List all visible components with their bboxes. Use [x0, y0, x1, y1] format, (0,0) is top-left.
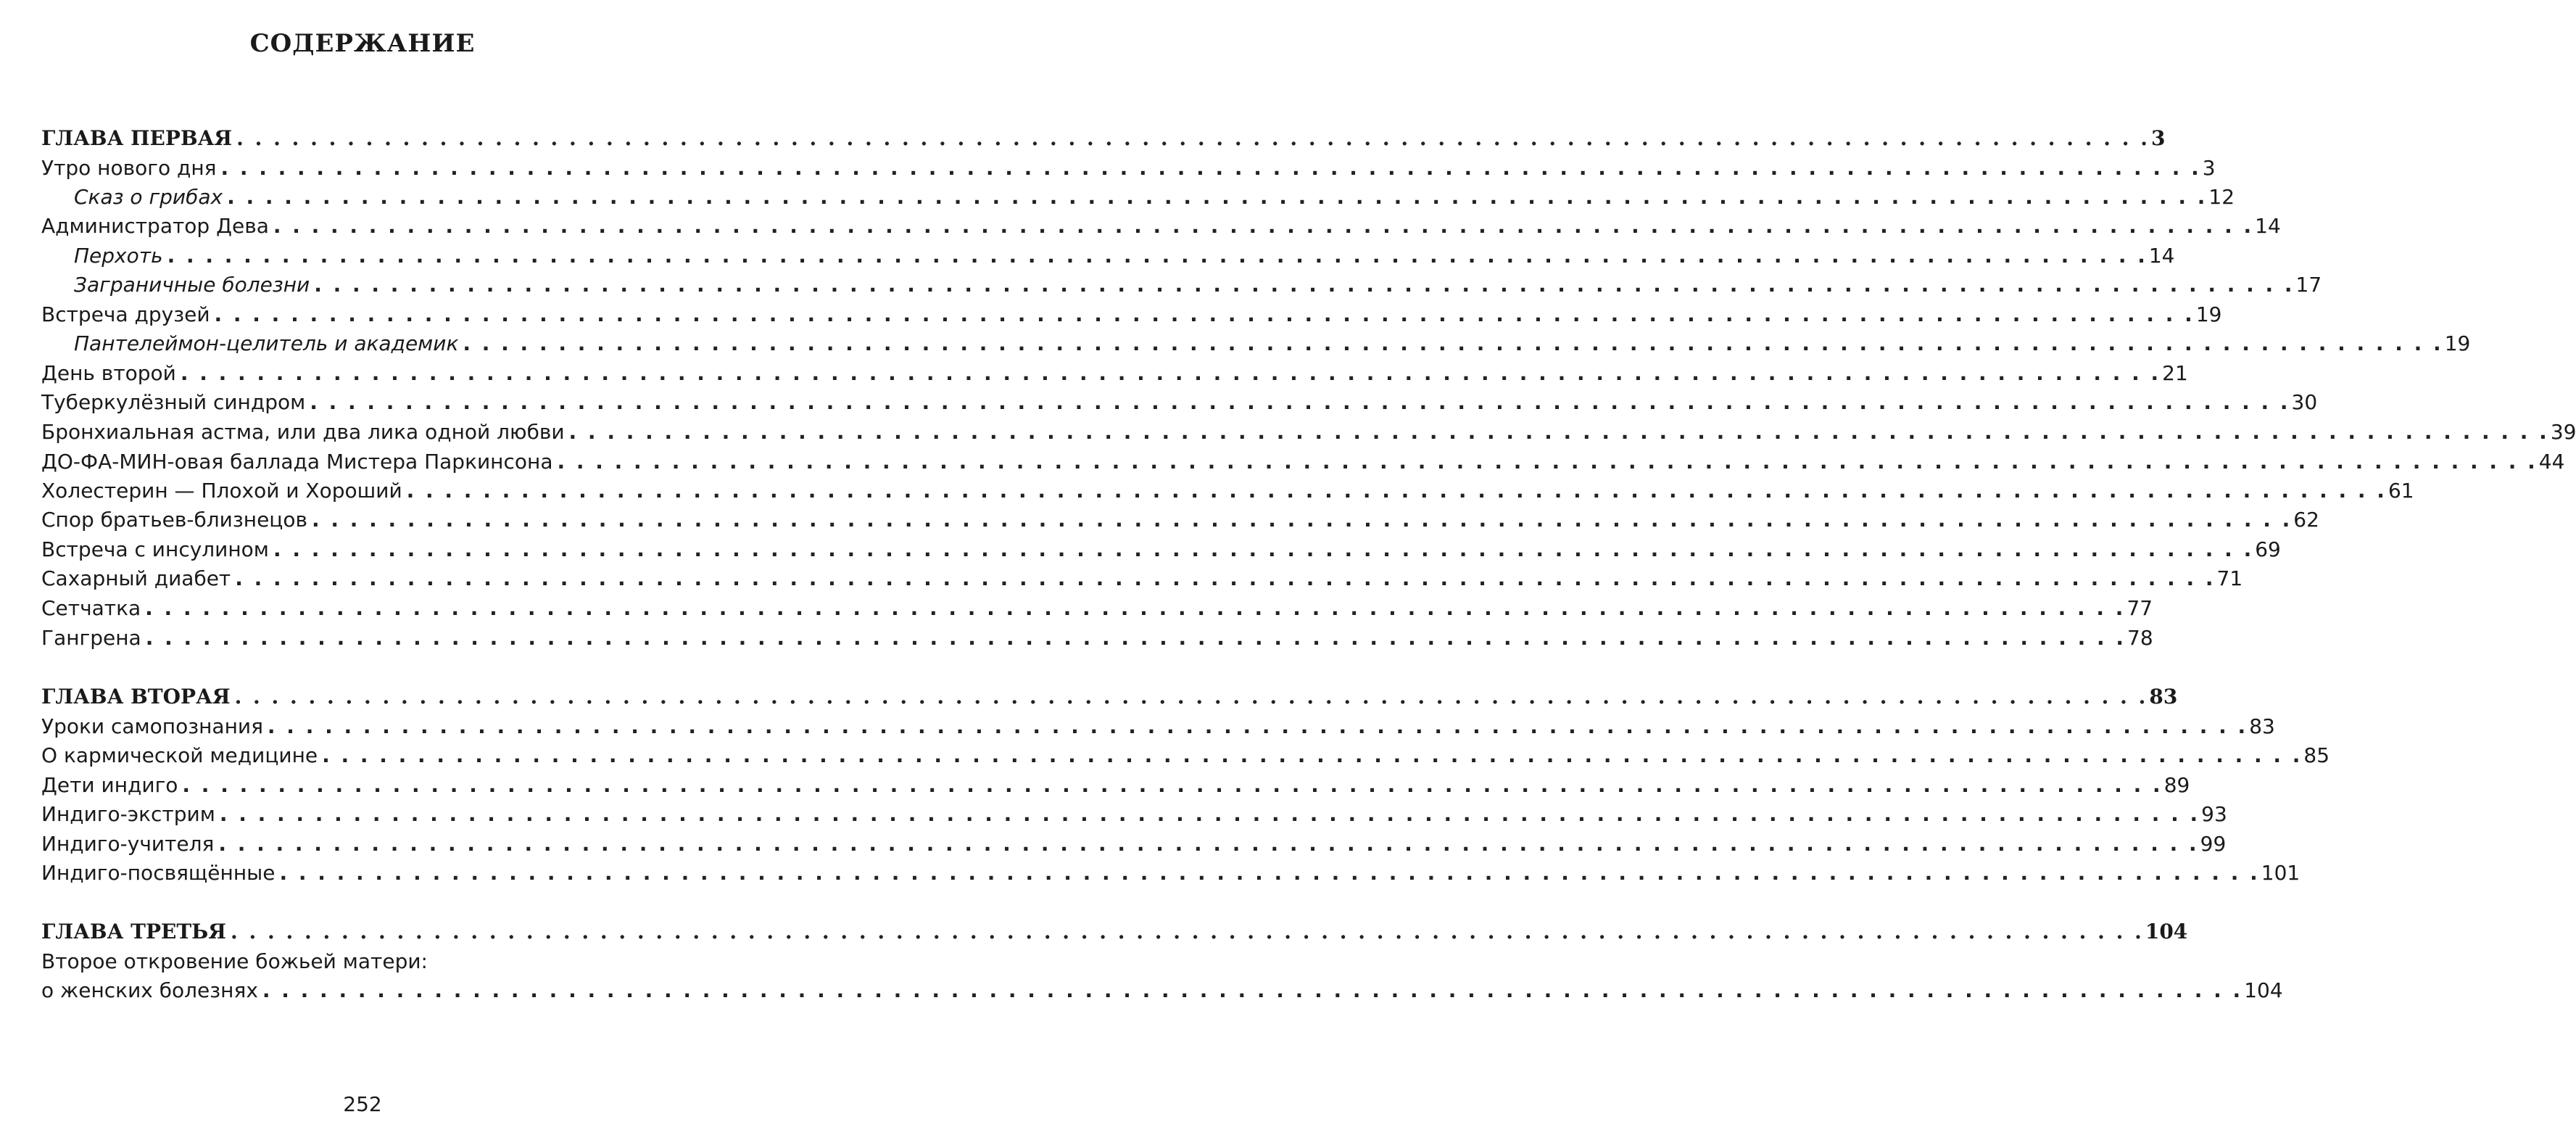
- toc-entry-page: 83: [2149, 685, 2178, 709]
- toc-entry-page: 14: [2148, 244, 2175, 268]
- toc-entry-title: Холестерин — Плохой и Хороший: [41, 479, 402, 503]
- toc-entry-title: Сетчатка: [41, 596, 141, 620]
- toc-entry-page: 104: [2145, 920, 2188, 944]
- toc-entry-title: День второй: [41, 361, 176, 385]
- dot-leader: . . . . . . . . . . . . . . . . . . . . . . . . . . . . . . . . . . . . . . . . . . . . . . . . . . . . . . . . . . . . . . . . . . . . . . . . . . . . . . . . . . . . . . . . . . . . . . . . . . . . . . . .: [220, 156, 2201, 180]
- toc-entry-title: Индиго-посвящённые: [41, 861, 276, 885]
- toc-entry-page: 19: [2195, 302, 2222, 326]
- dot-leader: . . . . . . . . . . . . . . . . . . . . . . . . . . . . . . . . . . . . . . . . . . . . . . . . . . . . . . . . . . . . . . . . . . . . . . . . . . . . . . . . . . . . . . . . . . . . . . . . . . . . . . . .: [322, 743, 2303, 767]
- dot-leader: . . . . . . . . . . . . . . . . . . . . . . . . . . . . . . . . . . . . . . . . . . . . . . . . . . . . . . . . . . . . . . . . . . . . . . . . . . . . . . . . . . . . . . . . . . . . . . . . . . . . . . . .: [406, 479, 2387, 503]
- toc-entry-page: 61: [2387, 479, 2414, 503]
- toc-entry-page: 99: [2200, 832, 2227, 856]
- toc-entry-page: 3: [2202, 156, 2216, 180]
- dot-leader: . . . . . . . . . . . . . . . . . . . . . . . . . . . . . . . . . . . . . . . . . . . . . . . . . . . . . . . . . . . . . . . . . . . . . . . . . . . . . . . . . . . . . . . . . . . . . . . . . . . . . . . .: [273, 214, 2254, 238]
- dot-leader: . . . . . . . . . . . . . . . . . . . . . . . . . . . . . . . . . . . . . . . . . . . . . . . . . . . . . . . . . . . . . . . . . . . . . . . . . . . . . . . . . . . . . . . . . . . . . . . . . . . . . . . .: [234, 685, 2148, 709]
- toc-entry: [41, 210, 2281, 239]
- dot-leader: . . . . . . . . . . . . . . . . . . . . . . . . . . . . . . . . . . . . . . . . . . . . . . . . . . . . . . . . . . . . . . . . . . . . . . . . . . . . . . . . . . . . . . . . . . . . . . . . . . . . . . . .: [311, 508, 2293, 532]
- dot-leader: . . . . . . . . . . . . . . . . . . . . . . . . . . . . . . . . . . . . . . . . . . . . . . . . . . . . . . . . . . . . . . . . . . . . . . . . . . . . . . . . . . . . . . . . . . . . . . . . . . . . . . . .: [235, 566, 2216, 590]
- contents-heading: СОДЕРЖАНИЕ: [249, 29, 476, 58]
- dot-leader: . . . . . . . . . . . . . . . . . . . . . . . . . . . . . . . . . . . . . . . . . . . . . . . . . . . . . . . . . . . . . . . . . . . . . . . . . . . . . . . . . . . . . . . . . . . . . . . . . . . . . . . .: [236, 126, 2150, 150]
- toc-entry: [41, 622, 2153, 651]
- toc-entry-title: о женских болезнях: [41, 978, 258, 1002]
- toc-entry: [41, 798, 2227, 827]
- toc-entry: [41, 710, 2275, 739]
- toc-entry-title: Пантелеймон-целитель и академик: [74, 331, 459, 355]
- toc-entry: [41, 592, 2153, 621]
- toc-entry-title: Туберкулёзный синдром: [41, 390, 306, 414]
- dot-leader: . . . . . . . . . . . . . . . . . . . . . . . . . . . . . . . . . . . . . . . . . . . . . . . . . . . . . . . . . . . . . . . . . . . . . . . . . . . . . . . . . . . . . . . . . . . . . . . . . . . . . . . .: [145, 626, 2126, 650]
- toc-entry: [41, 974, 2283, 1003]
- toc-entry-page: 17: [2295, 273, 2322, 297]
- toc-entry-page: 78: [2127, 626, 2153, 650]
- toc-entry: [41, 503, 2319, 532]
- toc-entry-page: 14: [2255, 214, 2281, 238]
- toc-entry-title: Перхоть: [74, 244, 163, 268]
- toc-entry-title: Администратор Дева: [41, 214, 269, 238]
- toc-entry: [41, 298, 2222, 327]
- toc-entry-title: ГЛАВА ПЕРВАЯ: [41, 126, 233, 150]
- dot-leader: . . . . . . . . . . . . . . . . . . . . . . . . . . . . . . . . . . . . . . . . . . . . . . . . . . . . . . . . . . . . . . . . . . . . . . . . . . . . . . . . . . . . . . . . . . . . . . . . . . . . . . . .: [314, 273, 2295, 297]
- toc-entry-page: 44: [2538, 450, 2565, 474]
- toc-entry-title: Сказ о грибах: [74, 185, 223, 209]
- toc-entry-page: 71: [2216, 566, 2243, 590]
- dot-leader: . . . . . . . . . . . . . . . . . . . . . . . . . . . . . . . . . . . . . . . . . . . . . . . . . . . . . . . . . . . . . . . . . . . . . . . . . . . . . . . . . . . . . . . . . . . . . . . . . . . . . . . .: [214, 302, 2195, 326]
- toc-entry-title: Сахарный диабет: [41, 566, 231, 590]
- toc-entry: [74, 268, 2322, 297]
- dot-leader: . . . . . . . . . . . . . . . . . . . . . . . . . . . . . . . . . . . . . . . . . . . . . . . . . . . . . . . . . . . . . . . . . . . . . . . . . . . . . . . . . . . . . . . . . . . . . . . . . . . . . . . .: [182, 773, 2163, 797]
- toc-entry-page: 83: [2249, 714, 2275, 738]
- toc-entry-page: 62: [2293, 508, 2319, 532]
- toc-entry: [74, 327, 2471, 356]
- toc-entry: [41, 739, 2330, 768]
- toc-entry: [41, 856, 2300, 886]
- toc-entry-title: Встреча с инсулином: [41, 537, 269, 561]
- toc-entry: [41, 474, 2414, 503]
- toc-entry-page: 12: [2208, 185, 2235, 209]
- dot-leader: . . . . . . . . . . . . . . . . . . . . . . . . . . . . . . . . . . . . . . . . . . . . . . . . . . . . . . . . . . . . . . . . . . . . . . . . . . . . . . . . . . . . . . . . . . . . . . . . . . . . . . . .: [167, 244, 2148, 268]
- dot-leader: . . . . . . . . . . . . . . . . . . . . . . . . . . . . . . . . . . . . . . . . . . . . . . . . . . . . . . . . . . . . . . . . . . . . . . . . . . . . . . . . . . . . . . . . . . . . . . . . . . . . . . . .: [273, 537, 2254, 561]
- toc-entry-page: 85: [2303, 743, 2330, 767]
- toc-entry: [41, 769, 2190, 798]
- toc-entry-page: 104: [2244, 978, 2283, 1002]
- toc-entry-page: 21: [2162, 361, 2188, 385]
- toc-entry-page: 30: [2291, 390, 2318, 414]
- page-number: 252: [343, 1092, 382, 1116]
- toc-entry: [74, 239, 2175, 268]
- toc-chapter: [41, 122, 2166, 151]
- toc-entry-page: 93: [2201, 802, 2227, 826]
- toc-entry-title: Индиго-учителя: [41, 832, 215, 856]
- toc-entry-title: Дети индиго: [41, 773, 178, 797]
- toc-chapter: [41, 915, 2188, 944]
- toc-entry: [41, 416, 2576, 445]
- toc-entry-title: Встреча друзей: [41, 302, 210, 326]
- toc-entry: [41, 152, 2216, 181]
- toc-entry-title: Утро нового дня: [41, 156, 217, 180]
- toc-entry-title: Индиго-экстрим: [41, 802, 215, 826]
- toc-entry-page: 77: [2126, 596, 2153, 620]
- toc-entry-title: Бронхиальная астма, или два лика одной любви: [41, 420, 565, 444]
- toc-entry-title: ДО-ФА-МИН-овая баллада Мистера Паркинсона: [41, 450, 553, 474]
- toc-entry-title: ГЛАВА ТРЕТЬЯ: [41, 920, 226, 944]
- dot-leader: . . . . . . . . . . . . . . . . . . . . . . . . . . . . . . . . . . . . . . . . . . . . . . . . . . . . . . . . . . . . . . . . . . . . . . . . . . . . . . . . . . . . . . . . . . . . . . . . . . . . . . . .: [218, 832, 2199, 856]
- toc-entry-page: 101: [2261, 861, 2300, 885]
- toc-entry: [41, 445, 2565, 474]
- toc-entry-page: 3: [2150, 126, 2166, 150]
- toc-entry-title: Гангрена: [41, 626, 141, 650]
- toc-entry-title: ГЛАВА ВТОРАЯ: [41, 685, 231, 709]
- dot-leader: . . . . . . . . . . . . . . . . . . . . . . . . . . . . . . . . . . . . . . . . . . . . . . . . . . . . . . . . . . . . . . . . . . . . . . . . . . . . . . . . . . . . . . . . . . . . . . . . . . . . . . . .: [219, 802, 2200, 826]
- toc-entry-title: О кармической медицине: [41, 743, 318, 767]
- dot-leader: . . . . . . . . . . . . . . . . . . . . . . . . . . . . . . . . . . . . . . . . . . . . . . . . . . . . . . . . . . . . . . . . . . . . . . . . . . . . . . . . . . . . . . . . . . . . . . . . . . . . . . . .: [230, 920, 2144, 944]
- dot-leader: . . . . . . . . . . . . . . . . . . . . . . . . . . . . . . . . . . . . . . . . . . . . . . . . . . . . . . . . . . . . . . . . . . . . . . . . . . . . . . . . . . . . . . . . . . . . . . . . . . . . . . . .: [568, 420, 2549, 444]
- toc-entry: [41, 827, 2227, 856]
- toc-chapter: [41, 680, 2178, 709]
- dot-leader: . . . . . . . . . . . . . . . . . . . . . . . . . . . . . . . . . . . . . . . . . . . . . . . . . . . . . . . . . . . . . . . . . . . . . . . . . . . . . . . . . . . . . . . . . . . . . . . . . . . . . . . .: [463, 331, 2443, 355]
- dot-leader: . . . . . . . . . . . . . . . . . . . . . . . . . . . . . . . . . . . . . . . . . . . . . . . . . . . . . . . . . . . . . . . . . . . . . . . . . . . . . . . . . . . . . . . . . . . . . . . . . . . . . . . .: [267, 714, 2248, 738]
- dot-leader: . . . . . . . . . . . . . . . . . . . . . . . . . . . . . . . . . . . . . . . . . . . . . . . . . . . . . . . . . . . . . . . . . . . . . . . . . . . . . . . . . . . . . . . . . . . . . . . . . . . . . . . .: [227, 185, 2208, 209]
- dot-leader: . . . . . . . . . . . . . . . . . . . . . . . . . . . . . . . . . . . . . . . . . . . . . . . . . . . . . . . . . . . . . . . . . . . . . . . . . . . . . . . . . . . . . . . . . . . . . . . . . . . . . . . .: [262, 978, 2243, 1002]
- dot-leader: . . . . . . . . . . . . . . . . . . . . . . . . . . . . . . . . . . . . . . . . . . . . . . . . . . . . . . . . . . . . . . . . . . . . . . . . . . . . . . . . . . . . . . . . . . . . . . . . . . . . . . . .: [310, 390, 2290, 414]
- toc-entry-title: Второе откровение божьей матери:: [41, 949, 428, 973]
- toc-entry: [41, 357, 2188, 386]
- toc-entry-title: Спор братьев-близнецов: [41, 508, 307, 532]
- toc-entry-page: 19: [2444, 331, 2471, 355]
- toc-entry: [41, 562, 2243, 591]
- toc-entry-page: 39: [2550, 420, 2576, 444]
- dot-leader: . . . . . . . . . . . . . . . . . . . . . . . . . . . . . . . . . . . . . . . . . . . . . . . . . . . . . . . . . . . . . . . . . . . . . . . . . . . . . . . . . . . . . . . . . . . . . . . . . . . . . . . .: [557, 450, 2538, 474]
- toc-entry: [74, 181, 2235, 210]
- toc-entry-title: Уроки самопознания: [41, 714, 263, 738]
- dot-leader: . . . . . . . . . . . . . . . . . . . . . . . . . . . . . . . . . . . . . . . . . . . . . . . . . . . . . . . . . . . . . . . . . . . . . . . . . . . . . . . . . . . . . . . . . . . . . . . . . . . . . . . .: [180, 361, 2161, 385]
- toc-entry: [41, 945, 694, 974]
- toc-entry-page: 89: [2163, 773, 2190, 797]
- toc-entry: [41, 533, 2281, 562]
- toc-entry: [41, 386, 2318, 415]
- dot-leader: . . . . . . . . . . . . . . . . . . . . . . . . . . . . . . . . . . . . . . . . . . . . . . . . . . . . . . . . . . . . . . . . . . . . . . . . . . . . . . . . . . . . . . . . . . . . . . . . . . . . . . . .: [145, 596, 2126, 620]
- toc-entry-title: Заграничные болезни: [74, 273, 310, 297]
- toc-entry-page: 69: [2255, 537, 2281, 561]
- dot-leader: . . . . . . . . . . . . . . . . . . . . . . . . . . . . . . . . . . . . . . . . . . . . . . . . . . . . . . . . . . . . . . . . . . . . . . . . . . . . . . . . . . . . . . . . . . . . . . . . . . . . . . . .: [279, 861, 2260, 885]
